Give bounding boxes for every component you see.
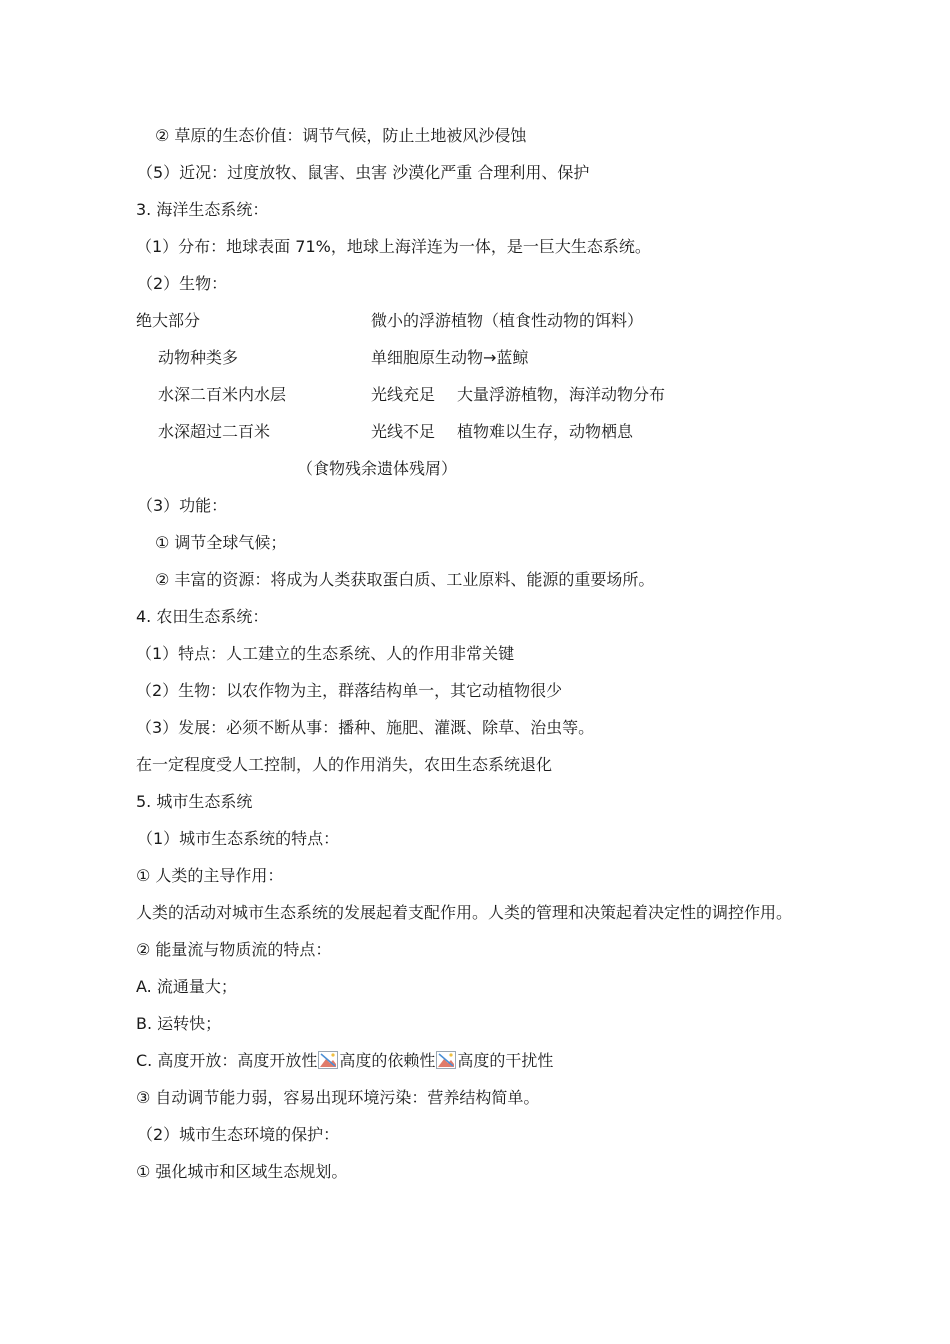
text-line: 在一定程度受人工控制，人的作用消失，农田生态系统退化	[136, 755, 553, 774]
text-line: （3）功能：	[137, 496, 228, 515]
text-line: 人类的活动对城市生态系统的发展起着支配作用。人类的管理和决策起着决定性的调控作用。	[136, 903, 793, 922]
table-cell: 单细胞原生动物→蓝鲸	[371, 348, 529, 367]
table-cell: 大量浮游植物，海洋动物分布	[457, 385, 666, 404]
section-heading: 3. 海洋生态系统：	[136, 200, 269, 219]
text-line: （1）特点：人工建立的生态系统、人的作用非常关键	[136, 644, 515, 663]
table-cell: 动物种类多	[158, 348, 239, 367]
section-heading: 5. 城市生态系统	[136, 792, 253, 811]
text-line: （5）近况：过度放牧、鼠害、虫害 沙漠化严重 合理利用、保护	[137, 163, 590, 182]
text-line: ② 草原的生态价值：调节气候，防止土地被风沙侵蚀	[155, 126, 527, 145]
text-segment: 高度的干扰性	[457, 1051, 554, 1070]
text-line-with-images	[136, 1050, 553, 1072]
text-line: ① 人类的主导作用：	[136, 866, 284, 885]
text-line: A. 流通量大；	[136, 977, 237, 996]
text-line: （1）分布：地球表面 71%，地球上海洋连为一体，是一巨大生态系统。	[136, 237, 651, 256]
table-cell: 水深二百米内水层	[158, 385, 287, 404]
section-heading: 4. 农田生态系统：	[136, 607, 269, 626]
text-line: ① 强化城市和区域生态规划。	[136, 1162, 348, 1181]
text-line: B. 运转快；	[136, 1014, 222, 1033]
broken-image-icon	[436, 1051, 456, 1069]
text-line: ③ 自动调节能力弱，容易出现环境污染：营养结构简单。	[136, 1088, 540, 1107]
table-cell: 光线不足	[371, 422, 436, 441]
table-cell: 光线充足	[371, 385, 436, 404]
table-cell: 植物难以生存，动物栖息	[457, 422, 634, 441]
text-line: （2）生物：	[137, 274, 228, 293]
text-segment: 高度的依赖性	[339, 1051, 436, 1070]
text-line: （2）生物：以农作物为主，群落结构单一，其它动植物很少	[136, 681, 563, 700]
text-line: （3）发展：必须不断从事：播种、施肥、灌溉、除草、治虫等。	[136, 718, 595, 737]
table-cell: 微小的浮游植物（植食性动物的饵料）	[371, 311, 644, 330]
text-line: （2）城市生态环境的保护：	[137, 1125, 340, 1144]
text-line: ② 能量流与物质流的特点：	[136, 940, 332, 959]
text-segment: C. 高度开放：高度开放性	[136, 1051, 318, 1070]
table-cell: 水深超过二百米	[158, 422, 271, 441]
table-cell: 绝大部分	[136, 311, 201, 330]
broken-image-icon	[318, 1051, 338, 1069]
table-footnote: （食物残余遗体残屑）	[297, 459, 458, 478]
text-line: ① 调节全球气候；	[155, 533, 287, 552]
text-line: （1）城市生态系统的特点：	[137, 829, 340, 848]
text-line: ② 丰富的资源：将成为人类获取蛋白质、工业原料、能源的重要场所。	[155, 570, 655, 589]
